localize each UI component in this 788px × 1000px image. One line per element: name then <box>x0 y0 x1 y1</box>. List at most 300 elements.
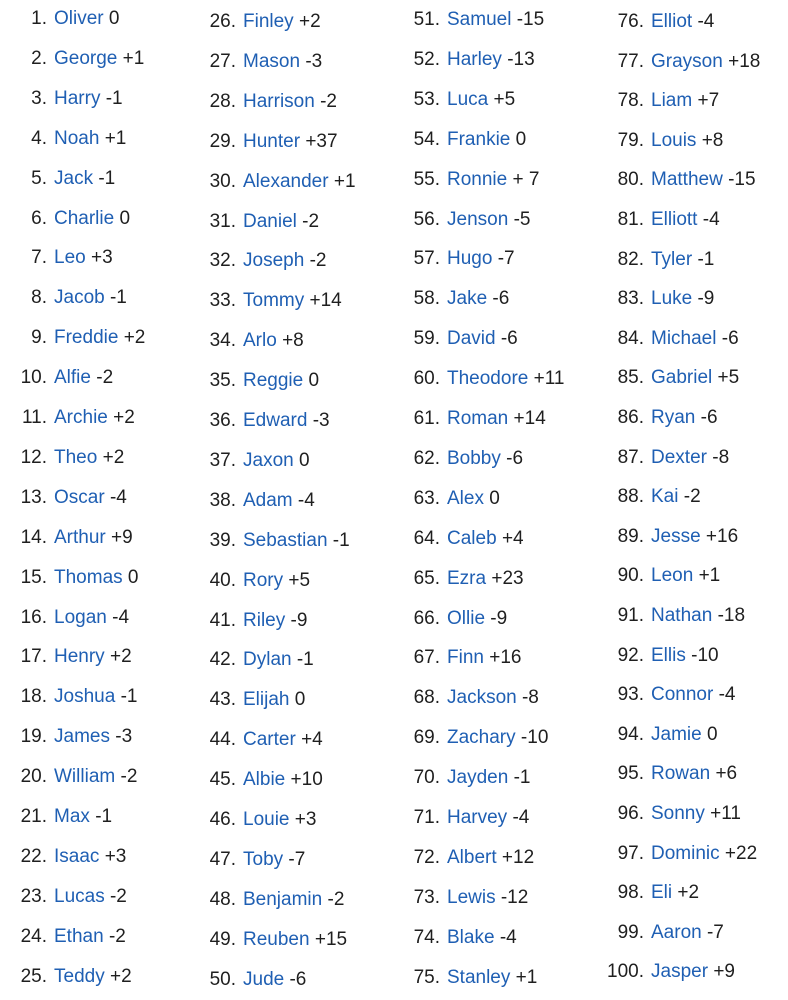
entry-change: -8 <box>521 687 539 709</box>
name-entry <box>0 407 788 429</box>
entry-rank: 26. <box>209 11 236 32</box>
entry-change: -4 <box>297 489 315 511</box>
name-entry <box>0 526 788 548</box>
entry-change: -7 <box>706 921 724 943</box>
entry-name: Dominic <box>651 842 720 864</box>
entry-name: Grayson <box>651 50 723 72</box>
entry-change: -4 <box>499 926 517 948</box>
entry-body <box>651 249 714 271</box>
entry-rank: 24. <box>20 925 47 947</box>
entry-rank: 64. <box>413 527 440 549</box>
entry-rank: 56. <box>413 208 440 230</box>
entry-change: -15 <box>516 9 545 30</box>
entry-name: Albie <box>243 769 286 791</box>
entry-change: +2 <box>109 646 132 668</box>
entry-rank: 79. <box>617 129 644 151</box>
entry-change: +5 <box>493 88 516 110</box>
name-entry <box>0 961 788 983</box>
entry-change: +7 <box>697 90 720 112</box>
entry-rank: 39. <box>209 529 236 551</box>
entry-body <box>651 11 714 33</box>
entry-body <box>651 724 718 746</box>
entry-rank: 48. <box>209 888 236 910</box>
name-entry <box>0 127 788 152</box>
entry-change: -1 <box>697 248 715 270</box>
entry-name: Jake <box>447 288 488 310</box>
entry-name: Bobby <box>447 447 501 469</box>
entry-name: Toby <box>243 848 284 870</box>
entry-change: +4 <box>301 729 323 751</box>
entry-rank: 66. <box>413 607 440 629</box>
entry-change: -1 <box>109 287 127 309</box>
name-entry <box>0 486 788 508</box>
entry-change: +8 <box>701 129 724 151</box>
name-entry <box>0 763 788 788</box>
entry-change: -1 <box>513 767 531 789</box>
entry-name: Joseph <box>243 250 305 272</box>
entry-name: Max <box>54 806 90 827</box>
entry-rank: 53. <box>413 88 440 110</box>
entry-rank: 63. <box>413 487 440 509</box>
entry-name: Ellis <box>651 644 686 666</box>
name-entry <box>0 684 788 709</box>
entry-body <box>651 407 718 429</box>
entry-name: Finn <box>447 647 484 669</box>
entry-change: -1 <box>95 806 113 827</box>
entry-change: -1 <box>98 167 116 189</box>
entry-change: +14 <box>513 408 546 429</box>
entry-name: Michael <box>651 327 717 349</box>
entry-rank: 68. <box>413 687 440 709</box>
entry-change: -15 <box>728 169 756 191</box>
entry-rank: 73. <box>413 886 440 908</box>
entry-change: -2 <box>302 210 320 232</box>
entry-name: Jamie <box>651 723 702 745</box>
entry-change: +2 <box>102 446 125 468</box>
name-entry <box>0 209 788 231</box>
entry-rank: 55. <box>413 168 440 190</box>
entry-name: Louis <box>651 129 697 151</box>
entry-body <box>651 209 720 231</box>
entry-rank: 44. <box>209 729 236 751</box>
entry-change: -1 <box>120 686 138 708</box>
entry-rank: 10. <box>20 367 47 389</box>
entry-body <box>651 288 714 310</box>
name-entry <box>0 87 788 112</box>
entry-rank: 46. <box>209 809 236 830</box>
entry-name: Rory <box>243 569 284 591</box>
entry-rank: 58. <box>413 288 440 310</box>
entry-name: Harley <box>447 48 502 70</box>
entry-change: -2 <box>327 888 345 910</box>
entry-rank: 2. <box>31 47 47 69</box>
entry-rank: 61. <box>413 408 440 429</box>
entry-body <box>651 645 719 667</box>
entry-rank: 74. <box>413 926 440 948</box>
entry-change: -9 <box>290 609 308 631</box>
name-entry <box>0 723 788 749</box>
entry-rank: 29. <box>209 130 236 152</box>
entry-change: -2 <box>320 90 337 112</box>
entry-name: Henry <box>54 646 105 668</box>
entry-change: 0 <box>119 207 131 229</box>
entry-name: Tommy <box>243 290 305 312</box>
entry-name: Ethan <box>54 925 104 947</box>
entry-name: Eli <box>651 882 673 904</box>
entry-name: Ollie <box>447 607 486 629</box>
name-entry <box>0 447 788 469</box>
entry-name: Noah <box>54 127 100 149</box>
entry-body <box>651 803 741 825</box>
entry-rank: 25. <box>20 965 47 987</box>
entry-rank: 43. <box>209 689 236 711</box>
entry-rank: 98. <box>617 882 644 904</box>
entry-name: Theodore <box>447 368 529 390</box>
entry-change: -8 <box>712 446 730 468</box>
entry-body <box>651 367 739 389</box>
entry-name: Sebastian <box>243 529 328 551</box>
entry-rank: 62. <box>413 447 440 469</box>
entry-change: -12 <box>500 886 529 908</box>
entry-change: -2 <box>120 766 138 788</box>
entry-rank: 33. <box>209 290 236 312</box>
entry-rank: 27. <box>209 50 236 72</box>
entry-rank: 32. <box>209 250 236 272</box>
entry-change: +37 <box>305 130 338 152</box>
entry-change: +1 <box>333 170 356 192</box>
entry-name: Lucas <box>54 885 105 907</box>
entry-change: -4 <box>109 486 127 508</box>
entry-name: Jackson <box>447 687 517 709</box>
entry-change: -10 <box>691 644 719 666</box>
entry-body <box>651 922 724 944</box>
entry-rank: 83. <box>617 288 644 310</box>
entry-name: Oliver <box>54 8 104 29</box>
entry-rank: 82. <box>617 248 644 270</box>
entry-change: +3 <box>104 845 127 867</box>
entry-change: +2 <box>109 965 132 987</box>
entry-name: Dylan <box>243 649 292 671</box>
entry-name: Alex <box>447 487 484 509</box>
entry-change: 0 <box>294 689 306 711</box>
entry-name: Tyler <box>651 248 693 270</box>
entry-body <box>651 130 723 152</box>
name-entry <box>0 605 788 627</box>
entry-change: +11 <box>710 803 741 824</box>
entry-name: Arthur <box>54 526 106 548</box>
entry-rank: 19. <box>20 726 47 748</box>
entry-rank: 87. <box>617 446 644 468</box>
entry-change: -6 <box>289 968 307 990</box>
entry-change: -2 <box>683 486 701 508</box>
name-entry <box>0 645 788 667</box>
entry-rank: 100. <box>607 961 644 983</box>
entry-name: Blake <box>447 926 495 948</box>
entry-change: 0 <box>108 8 120 29</box>
entry-rank: 71. <box>413 807 440 828</box>
entry-rank: 1. <box>31 8 47 29</box>
entry-name: Carter <box>243 729 296 751</box>
entry-change: +4 <box>501 527 524 549</box>
entry-rank: 17. <box>20 646 47 668</box>
entry-change: -4 <box>112 606 130 628</box>
entry-rank: 6. <box>31 207 47 229</box>
entry-name: Luke <box>651 288 693 310</box>
entry-change: +1 <box>698 565 721 587</box>
entry-name: Louie <box>243 809 290 830</box>
entry-rank: 89. <box>617 525 644 547</box>
entry-name: Harvey <box>447 807 508 828</box>
entry-change: -1 <box>296 649 314 671</box>
entry-name: Kai <box>651 486 679 508</box>
entry-rank: 49. <box>209 928 236 950</box>
entry-name: Elliott <box>651 209 698 230</box>
entry-change: -2 <box>96 367 114 389</box>
entry-rank: 65. <box>413 567 440 589</box>
entry-name: Zachary <box>447 727 516 749</box>
entry-name: Aaron <box>651 921 702 943</box>
entry-rank: 84. <box>617 327 644 349</box>
entry-change: -2 <box>109 885 127 907</box>
name-entry <box>0 565 788 587</box>
entry-name: Jacob <box>54 287 105 309</box>
entry-rank: 77. <box>617 50 644 72</box>
entry-rank: 69. <box>413 727 440 749</box>
entry-name: Hugo <box>447 248 493 270</box>
entry-change: 0 <box>515 128 527 150</box>
entry-name: Joshua <box>54 686 116 708</box>
entry-change: +15 <box>314 928 348 950</box>
entry-rank: 52. <box>413 48 440 70</box>
entry-name: Benjamin <box>243 888 323 910</box>
entry-change: +16 <box>705 525 739 547</box>
entry-change: -2 <box>108 925 126 947</box>
entry-name: George <box>54 47 118 69</box>
entry-rank: 3. <box>31 87 47 109</box>
entry-rank: 97. <box>617 842 644 864</box>
name-entry <box>0 367 788 392</box>
entry-name: David <box>447 328 496 350</box>
entry-change: -5 <box>513 208 531 230</box>
entry-body <box>651 763 737 785</box>
entry-name: Albert <box>447 846 497 868</box>
name-entry <box>0 882 788 904</box>
entry-change: +9 <box>111 526 133 548</box>
entry-name: Roman <box>447 408 509 429</box>
entry-rank: 11. <box>21 407 47 428</box>
entry-rank: 9. <box>31 327 47 349</box>
entry-name: Harrison <box>243 90 315 112</box>
entry-change: +8 <box>282 330 304 352</box>
entry-change: -1 <box>332 529 350 551</box>
entry-change: +2 <box>123 327 146 349</box>
entry-name: Jenson <box>447 208 509 230</box>
entry-name: Liam <box>651 90 693 112</box>
entry-name: Jesse <box>651 525 701 547</box>
entry-name: Daniel <box>243 210 297 232</box>
entry-change: -4 <box>702 209 720 230</box>
entry-rank: 28. <box>209 90 236 112</box>
entry-rank: 22. <box>20 845 47 867</box>
entry-name: Jack <box>54 167 94 189</box>
entry-name: Lewis <box>447 886 496 908</box>
entry-change: +5 <box>717 367 740 389</box>
entry-name: Teddy <box>54 965 105 987</box>
entry-name: Stanley <box>447 966 511 988</box>
entry-rank: 75. <box>413 966 440 988</box>
entry-change: +12 <box>501 846 535 868</box>
entry-name: Ryan <box>651 407 696 428</box>
name-entry <box>0 328 788 350</box>
entry-body <box>651 961 735 983</box>
entry-rank: 94. <box>617 723 644 745</box>
entry-change: -3 <box>305 50 323 72</box>
entry-change: +5 <box>288 569 311 591</box>
entry-name: Ezra <box>447 567 487 589</box>
entry-name: Dexter <box>651 446 707 468</box>
entry-change: -7 <box>497 248 515 270</box>
entry-name: Hunter <box>243 130 301 152</box>
entry-name: Caleb <box>447 527 497 549</box>
entry-rank: 86. <box>617 407 644 428</box>
entry-change: -6 <box>492 288 510 310</box>
entry-rank: 67. <box>413 647 440 669</box>
entry-name: Leon <box>651 565 694 587</box>
entry-rank: 54. <box>413 128 440 150</box>
entry-name: Nathan <box>651 605 713 626</box>
entry-rank: 31. <box>209 210 236 232</box>
name-entry <box>0 843 788 865</box>
entry-rank: 23. <box>20 885 47 907</box>
entry-name: Mason <box>243 50 301 72</box>
entry-name: Gabriel <box>651 367 713 389</box>
entry-change: +1 <box>515 966 538 988</box>
entry-name: Logan <box>54 606 107 628</box>
entry-name: Jayden <box>447 767 509 789</box>
entry-name: Archie <box>54 407 108 428</box>
entry-body <box>651 90 719 112</box>
entry-rank: 14. <box>20 526 47 548</box>
entry-rank: 7. <box>31 247 47 269</box>
entry-name: Finley <box>243 11 294 32</box>
entry-body <box>651 882 699 904</box>
entry-rank: 12. <box>20 446 47 468</box>
entry-change: +6 <box>715 763 738 785</box>
entry-rank: 50. <box>209 968 236 990</box>
entry-change: +16 <box>489 647 522 669</box>
entry-change: -4 <box>718 684 736 706</box>
entry-change: -1 <box>105 87 123 109</box>
entry-body <box>651 526 738 548</box>
entry-rank: 80. <box>617 169 644 191</box>
entry-rank: 36. <box>209 410 236 431</box>
entry-name: Reuben <box>243 928 310 950</box>
entry-body <box>651 328 739 350</box>
entry-change: +23 <box>491 567 524 589</box>
entry-name: James <box>54 726 110 748</box>
name-entry <box>0 803 788 825</box>
entry-rank: 59. <box>413 328 440 350</box>
name-entry <box>0 288 788 310</box>
entry-change: +11 <box>533 368 565 390</box>
entry-change: +1 <box>122 47 145 69</box>
entry-change: -4 <box>512 807 530 828</box>
entry-name: Connor <box>651 684 714 706</box>
entry-name: Harry <box>54 87 101 109</box>
entry-change: -6 <box>721 327 739 349</box>
entry-name: Alfie <box>54 367 91 389</box>
entry-name: Reggie <box>243 370 304 392</box>
entry-change: +3 <box>294 809 317 830</box>
entry-rank: 47. <box>209 848 236 870</box>
entry-rank: 60. <box>413 368 440 390</box>
entry-body <box>651 843 757 865</box>
entry-name: Luca <box>447 88 489 110</box>
entry-change: 0 <box>127 566 139 588</box>
entry-body <box>651 684 736 706</box>
entry-change: -10 <box>520 727 549 749</box>
entry-rank: 16. <box>20 606 47 628</box>
entry-rank: 93. <box>617 684 644 706</box>
entry-change: -18 <box>717 605 746 626</box>
entry-rank: 72. <box>413 846 440 868</box>
entry-change: -6 <box>506 447 524 469</box>
entry-rank: 81. <box>617 209 644 230</box>
entry-change: -3 <box>115 726 133 748</box>
entry-change: -2 <box>309 250 327 272</box>
entry-change: + 7 <box>512 168 540 190</box>
entry-change: 0 <box>489 487 500 509</box>
entry-rank: 20. <box>20 766 47 788</box>
entry-body <box>651 447 729 469</box>
entry-change: +2 <box>677 882 700 904</box>
entry-change: -6 <box>700 407 718 428</box>
entry-change: +18 <box>728 50 761 72</box>
entry-rank: 34. <box>209 330 236 352</box>
entry-name: Leo <box>54 247 86 269</box>
entry-rank: 91. <box>617 605 644 626</box>
entry-rank: 41. <box>209 609 236 631</box>
entry-rank: 15. <box>20 566 47 588</box>
entry-rank: 76. <box>617 11 644 32</box>
entry-change: 0 <box>298 449 310 471</box>
entry-rank: 90. <box>617 565 644 587</box>
entry-change: -9 <box>697 288 715 310</box>
name-entry <box>0 922 788 944</box>
entry-name: Jaxon <box>243 449 294 471</box>
entry-name: Elijah <box>243 689 290 711</box>
entry-change: +22 <box>724 842 758 864</box>
name-entry <box>0 48 788 73</box>
entry-rank: 4. <box>31 127 47 149</box>
entry-rank: 8. <box>31 287 47 309</box>
entry-change: +14 <box>309 290 342 312</box>
entry-change: -9 <box>490 607 508 629</box>
entry-rank: 85. <box>617 367 644 389</box>
entry-rank: 21. <box>20 806 47 827</box>
entry-name: Thomas <box>54 566 123 588</box>
entry-change: -6 <box>500 328 518 350</box>
entry-name: Riley <box>243 609 286 631</box>
entry-body <box>651 565 720 587</box>
entry-change: 0 <box>308 370 320 392</box>
entry-rank: 38. <box>209 489 236 511</box>
entry-rank: 99. <box>617 921 644 943</box>
entry-rank: 57. <box>413 248 440 270</box>
entry-name: Sonny <box>651 803 705 824</box>
entry-name: Charlie <box>54 207 115 229</box>
entry-rank: 51. <box>413 9 440 30</box>
